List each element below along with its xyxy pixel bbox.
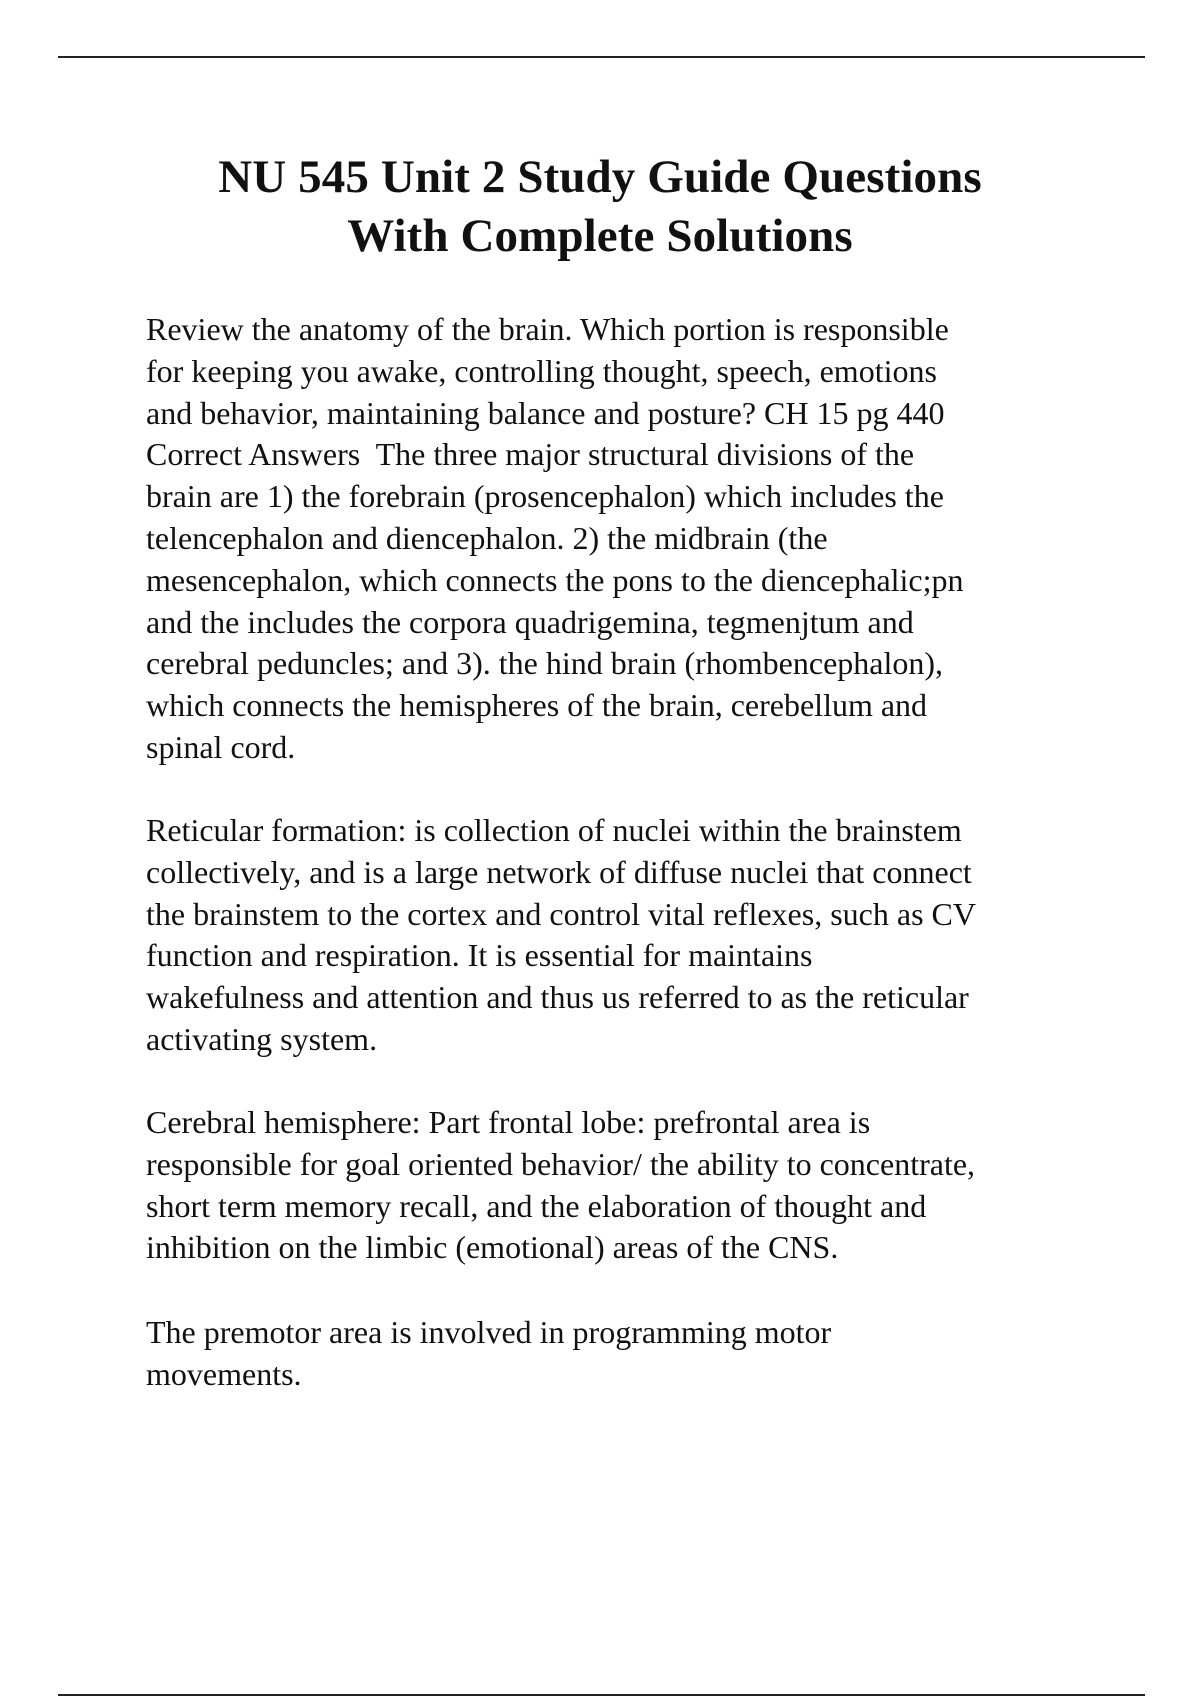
text-line: telencephalon and diencephalon. 2) the midbrain (the	[146, 519, 828, 556]
text-line: Cerebral hemisphere: Part frontal lobe: prefrontal area is	[146, 1104, 871, 1140]
bottom-divider	[58, 1694, 1145, 1696]
text-line: function and respiration. It is essential for maintains	[146, 937, 813, 974]
text-line: mesencephalon, which connects the pons to the diencephalic;pn	[146, 561, 964, 598]
text-line: inhibition on the limbic (emotional) areas of the CNS.	[146, 1229, 839, 1266]
text-line: collectively, and is a large network of diffuse nuclei that connect	[146, 853, 972, 890]
text-line: wakefulness and attention and thus us referred to as the reticular	[146, 979, 969, 1016]
paragraph-premotor-area	[146, 1312, 1146, 1396]
text-line: Correct Answers The three major structural divisions of the	[146, 436, 915, 473]
text-line: Reticular formation: is collection of nuclei within the brainstem	[146, 812, 962, 848]
page-title	[100, 148, 1100, 266]
text-line: short term memory recall, and the elaboration of thought and	[146, 1187, 927, 1224]
title-line: With Complete Solutions	[347, 210, 853, 262]
top-divider	[58, 56, 1145, 58]
text-line: responsible for goal oriented behavior/ the ability to concentrate,	[146, 1145, 976, 1182]
text-line: and the includes the corpora quadrigemina, tegmenjtum and	[146, 603, 914, 640]
text-line: activating system.	[146, 1020, 378, 1057]
text-line: Review the anatomy of the brain. Which portion is responsible	[146, 311, 949, 347]
text-line: brain are 1) the forebrain (prosencephalon) which includes the	[146, 478, 944, 515]
paragraph-cerebral-hemisphere	[146, 1102, 1146, 1269]
paragraph-brain-anatomy	[146, 309, 1146, 769]
text-line: spinal cord.	[146, 728, 296, 765]
title-line: NU 545 Unit 2 Study Guide Questions	[218, 151, 982, 203]
text-line: for keeping you awake, controlling thought, speech, emotions	[146, 352, 937, 389]
text-line: which connects the hemispheres of the brain, cerebellum and	[146, 687, 928, 724]
paragraph-reticular-formation	[146, 810, 1146, 1061]
text-line: the brainstem to the cortex and control vital reflexes, such as CV	[146, 895, 976, 932]
text-line: The premotor area is involved in programming motor	[146, 1314, 832, 1350]
text-line: and behavior, maintaining balance and posture? CH 15 pg 440	[146, 394, 945, 431]
text-line: cerebral peduncles; and 3). the hind brain (rhombencephalon),	[146, 645, 944, 682]
text-line: movements.	[146, 1355, 302, 1392]
